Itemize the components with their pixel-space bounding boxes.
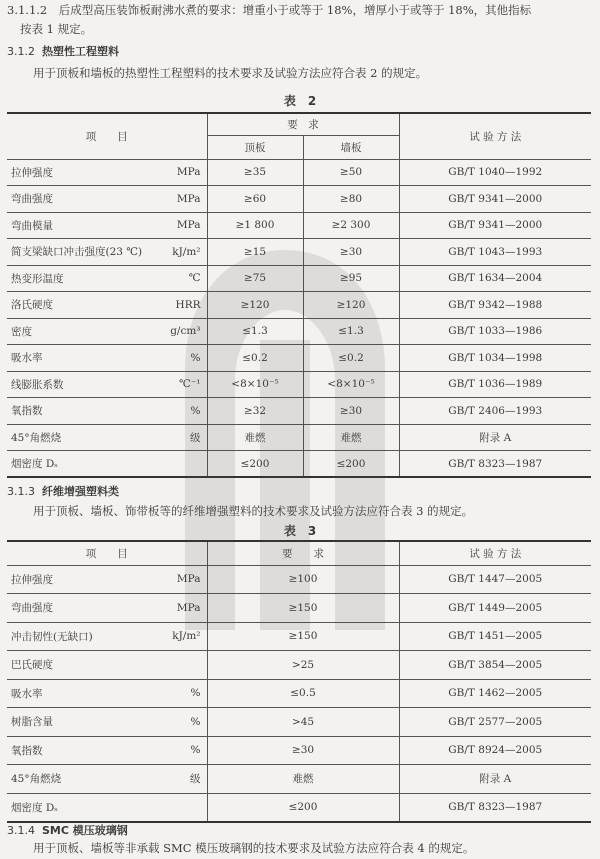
cell-requirement: ≥150 <box>207 622 399 651</box>
cell-method: GB/T 8323—1987 <box>399 451 591 478</box>
section-title: SMC 模压玻璃钢 <box>42 824 128 837</box>
table-row <box>7 651 591 680</box>
cell-top-panel: ≤0.2 <box>207 345 303 372</box>
table-row <box>7 159 591 186</box>
cell-unit: HRR <box>153 292 207 319</box>
cell-requirement: ≤0.5 <box>207 679 399 708</box>
cell-item: 45°角燃烧 <box>7 765 153 794</box>
table-row <box>7 424 591 451</box>
cell-wall-panel: ≥80 <box>303 186 399 213</box>
cell-item: 烟密度 Dₛ <box>7 451 153 478</box>
paragraph-313: 用于顶板、墙板、饰带板等的纤维增强塑料的技术要求及试验方法应符合表 3 的规定。 <box>33 504 474 518</box>
cell-unit: kJ/m² <box>153 622 207 651</box>
paragraph-3112-continued: 按表 1 规定。 <box>20 22 93 36</box>
cell-unit: g/cm³ <box>153 318 207 345</box>
table-2-caption: 表 2 <box>283 94 317 108</box>
cell-wall-panel: ≥50 <box>303 159 399 186</box>
cell-wall-panel: 难燃 <box>303 424 399 451</box>
cell-unit <box>153 793 207 822</box>
section-title: 热塑性工程塑料 <box>42 45 119 58</box>
cell-unit: MPa <box>153 594 207 623</box>
cell-unit <box>153 651 207 680</box>
cell-unit: MPa <box>153 159 207 186</box>
cell-requirement: ≥100 <box>207 565 399 594</box>
table-row <box>7 371 591 398</box>
cell-wall-panel: ≥120 <box>303 292 399 319</box>
cell-method: GB/T 1033—1986 <box>399 318 591 345</box>
header-item: 项 目 <box>7 541 207 565</box>
cell-method: GB/T 1634—2004 <box>399 265 591 292</box>
cell-method: GB/T 8924—2005 <box>399 736 591 765</box>
cell-method: GB/T 2577—2005 <box>399 708 591 737</box>
cell-item: 45°角燃烧 <box>7 424 153 451</box>
table-row <box>7 265 591 292</box>
table-3 <box>7 540 591 823</box>
cell-requirement: 难燃 <box>207 765 399 794</box>
header-requirement: 要 求 <box>207 541 399 565</box>
table-row <box>7 793 591 822</box>
cell-method: GB/T 1034—1998 <box>399 345 591 372</box>
paragraph-3112: 3.1.1.2 后成型高压装饰板耐沸水煮的要求：增重小于或等于 18%，增厚小于或等于 18%，其他指标 <box>7 3 532 17</box>
header-requirement: 要 求 <box>207 113 399 135</box>
cell-wall-panel: ≥95 <box>303 265 399 292</box>
table-row <box>7 239 591 266</box>
cell-top-panel: ≥120 <box>207 292 303 319</box>
cell-top-panel: ≥1 800 <box>207 212 303 239</box>
cell-requirement: ≥150 <box>207 594 399 623</box>
table-row <box>7 765 591 794</box>
table-row <box>7 736 591 765</box>
table-row <box>7 451 591 478</box>
table-row <box>7 318 591 345</box>
cell-item: 密度 <box>7 318 153 345</box>
cell-item: 热变形温度 <box>7 265 153 292</box>
cell-unit: MPa <box>153 565 207 594</box>
table-row <box>7 398 591 425</box>
cell-unit <box>153 451 207 478</box>
cell-unit: 级 <box>153 765 207 794</box>
cell-unit: ℃ <box>153 265 207 292</box>
cell-top-panel: 难燃 <box>207 424 303 451</box>
cell-top-panel: <8×10⁻⁵ <box>207 371 303 398</box>
cell-unit: % <box>153 708 207 737</box>
cell-unit: 级 <box>153 424 207 451</box>
cell-item: 烟密度 Dₛ <box>7 793 153 822</box>
cell-item: 树脂含量 <box>7 708 153 737</box>
cell-wall-panel: ≥30 <box>303 239 399 266</box>
cell-item: 洛氏硬度 <box>7 292 153 319</box>
header-item: 项 目 <box>7 113 207 159</box>
cell-unit: % <box>153 736 207 765</box>
cell-item: 弯曲模量 <box>7 212 153 239</box>
section-heading-313 <box>7 483 119 499</box>
cell-item: 简支梁缺口冲击强度(23 ℃) <box>7 239 153 266</box>
cell-item: 氧指数 <box>7 398 153 425</box>
section-number: 3.1.4 <box>7 824 35 837</box>
cell-item: 氧指数 <box>7 736 153 765</box>
cell-top-panel: ≥15 <box>207 239 303 266</box>
cell-method: 附录 A <box>399 765 591 794</box>
paragraph-314: 用于顶板、墙板等非承载 SMC 模压玻璃钢的技术要求及试验方法应符合表 4 的规定。 <box>33 841 475 855</box>
table-row <box>7 345 591 372</box>
cell-item: 拉伸强度 <box>7 565 153 594</box>
cell-unit: MPa <box>153 186 207 213</box>
section-title: 纤维增强塑料类 <box>42 485 119 498</box>
cell-method: GB/T 9342—1988 <box>399 292 591 319</box>
cell-requirement: ≥30 <box>207 736 399 765</box>
table-row <box>7 594 591 623</box>
table-row <box>7 212 591 239</box>
table-row <box>7 622 591 651</box>
cell-requirement: >25 <box>207 651 399 680</box>
cell-item: 弯曲强度 <box>7 186 153 213</box>
cell-method: GB/T 9341—2000 <box>399 212 591 239</box>
cell-method: GB/T 1040—1992 <box>399 159 591 186</box>
cell-unit: % <box>153 679 207 708</box>
cell-unit: kJ/m² <box>153 239 207 266</box>
cell-item: 巴氏硬度 <box>7 651 153 680</box>
cell-method: GB/T 1449—2005 <box>399 594 591 623</box>
cell-method: GB/T 1036—1989 <box>399 371 591 398</box>
header-method: 试 验 方 法 <box>399 113 591 159</box>
header-wall-panel: 墙板 <box>303 135 399 159</box>
cell-method: GB/T 1462—2005 <box>399 679 591 708</box>
cell-method: GB/T 8323—1987 <box>399 793 591 822</box>
cell-unit: % <box>153 398 207 425</box>
table-3-caption: 表 3 <box>283 524 317 538</box>
cell-item: 线膨胀系数 <box>7 371 153 398</box>
section-number: 3.1.3 <box>7 485 35 498</box>
cell-unit: % <box>153 345 207 372</box>
cell-requirement: >45 <box>207 708 399 737</box>
table-2 <box>7 112 591 478</box>
cell-wall-panel: ≤1.3 <box>303 318 399 345</box>
cell-wall-panel: ≥2 300 <box>303 212 399 239</box>
cell-method: GB/T 1451—2005 <box>399 622 591 651</box>
cell-top-panel: ≤200 <box>207 451 303 478</box>
cell-wall-panel: ≤0.2 <box>303 345 399 372</box>
cell-method: GB/T 1043—1993 <box>399 239 591 266</box>
cell-wall-panel: ≥30 <box>303 398 399 425</box>
section-number: 3.1.2 <box>7 45 35 58</box>
cell-top-panel: ≥75 <box>207 265 303 292</box>
cell-method: GB/T 1447—2005 <box>399 565 591 594</box>
cell-top-panel: ≥32 <box>207 398 303 425</box>
cell-top-panel: ≥35 <box>207 159 303 186</box>
cell-item: 冲击韧性(无缺口) <box>7 622 153 651</box>
table-row <box>7 292 591 319</box>
cell-item: 吸水率 <box>7 345 153 372</box>
section-heading-314 <box>7 822 128 838</box>
table-row <box>7 708 591 737</box>
header-method: 试 验 方 法 <box>399 541 591 565</box>
cell-item: 拉伸强度 <box>7 159 153 186</box>
cell-wall-panel: ≤200 <box>303 451 399 478</box>
cell-item: 吸水率 <box>7 679 153 708</box>
table-row <box>7 186 591 213</box>
cell-top-panel: ≥60 <box>207 186 303 213</box>
cell-unit: ℃⁻¹ <box>153 371 207 398</box>
cell-wall-panel: <8×10⁻⁵ <box>303 371 399 398</box>
table-row <box>7 565 591 594</box>
cell-item: 弯曲强度 <box>7 594 153 623</box>
paragraph-312: 用于顶板和墙板的热塑性工程塑料的技术要求及试验方法应符合表 2 的规定。 <box>33 66 428 80</box>
section-heading-312 <box>7 43 119 59</box>
cell-requirement: ≤200 <box>207 793 399 822</box>
cell-method: GB/T 3854—2005 <box>399 651 591 680</box>
header-top-panel: 顶板 <box>207 135 303 159</box>
cell-method: 附录 A <box>399 424 591 451</box>
cell-top-panel: ≤1.3 <box>207 318 303 345</box>
cell-unit: MPa <box>153 212 207 239</box>
table-row <box>7 679 591 708</box>
cell-method: GB/T 2406—1993 <box>399 398 591 425</box>
cell-method: GB/T 9341—2000 <box>399 186 591 213</box>
